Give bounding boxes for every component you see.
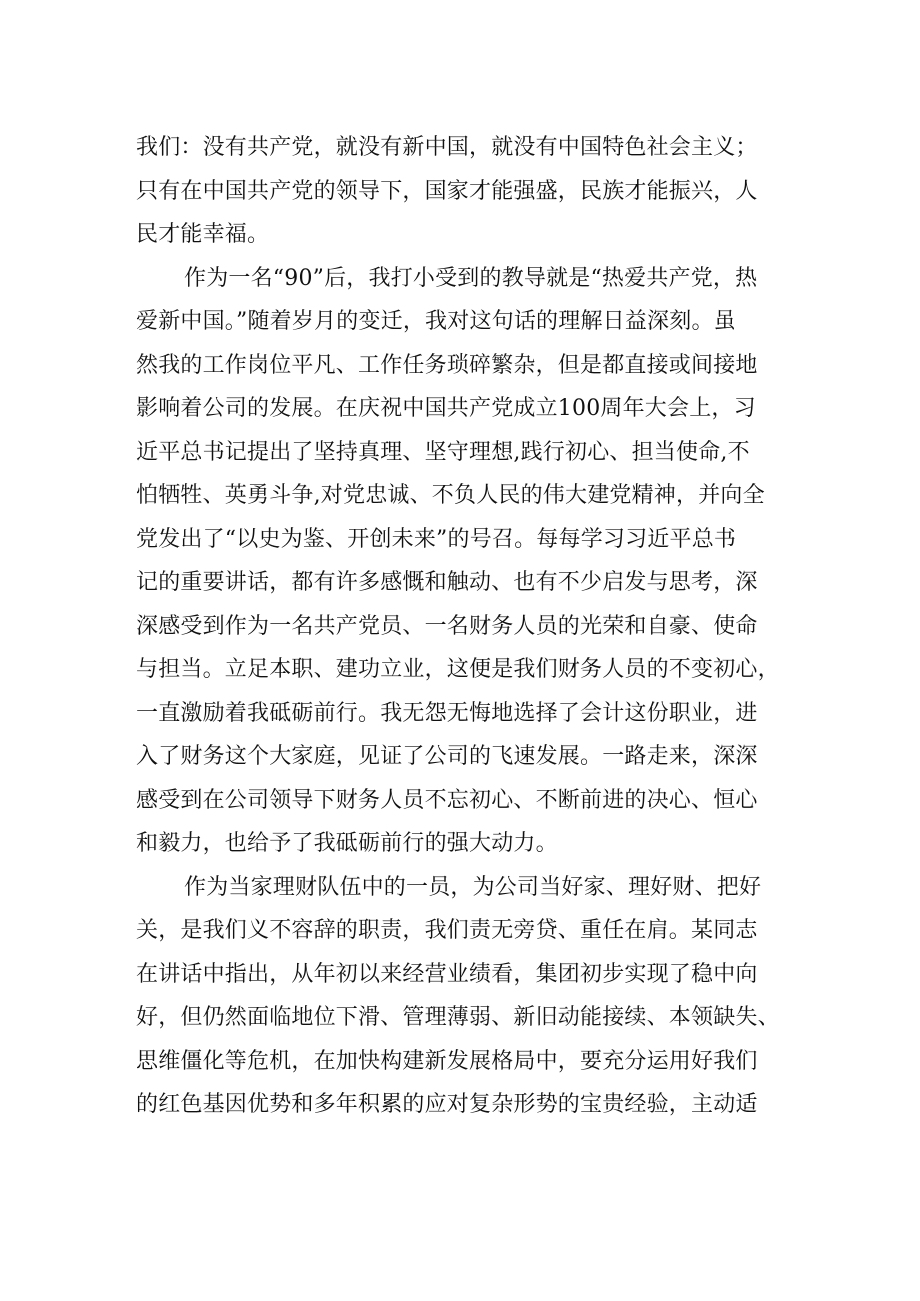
text-line: 在讲话中指出，从年初以来经营业绩看，集团初步实现了稳中向 [136, 961, 758, 987]
text-line: 爱新中国。”随着岁月的变迁，我对这句话的理解日益深刻。虽 [136, 309, 736, 334]
text-line: 关，是我们义不容辞的职责，我们责无旁贷、重任在肩。某同志 [136, 918, 758, 943]
text-line: 思维僵化等危机，在加快构建新发展格局中，要充分运用好我们 [136, 1048, 758, 1074]
text-line: 深感受到作为一名共产党员、一名财务人员的光荣和自豪、使命 [136, 613, 758, 639]
paragraph-first-line: 作为一名“90”后，我打小受到的教导就是“热爱共产党，热 [184, 265, 758, 291]
text-line: 的红色基因优势和多年积累的应对复杂形势的宝贵经验，主动适 [136, 1092, 758, 1117]
text-line: 一直激励着我砥砺前行。我无怨无悔地选择了会计这份职业，进 [136, 700, 758, 726]
text-line: 我们：没有共产党，就没有新中国，就没有中国特色社会主义； [136, 135, 758, 160]
text-line: 只有在中国共产党的领导下，国家才能强盛，民族才能振兴，人 [136, 178, 758, 204]
text-line: 影响着公司的发展。在庆祝中国共产党成立100周年大会上，习 [136, 396, 756, 421]
text-line: 好，但仍然面临地位下滑、管理薄弱、新旧动能接续、本领缺失、 [136, 1005, 780, 1030]
text-line: 近平总书记提出了坚持真理、坚守理想,践行初心、担当使命,不 [136, 439, 750, 465]
text-line: 和毅力，也给予了我砥砺前行的强大动力。 [136, 831, 558, 856]
body-text [136, 126, 796, 1127]
text-line: 党发出了“以史为鉴、开创未来”的号召。每每学习习近平总书 [136, 526, 737, 552]
text-line: 感受到在公司领导下财务人员不忘初心、不断前进的决心、恒心 [136, 787, 758, 813]
text-line: 怕牺牲、英勇斗争,对党忠诚、不负人民的伟大建党精神，并向全 [136, 483, 765, 508]
paragraph-first-line: 作为当家理财队伍中的一员，为公司当好家、理好财、把好 [184, 874, 762, 900]
text-line: 与担当。立足本职、建功立业，这便是我们财务人员的不变初心， [136, 657, 780, 682]
text-line: 民才能幸福。 [136, 222, 270, 247]
text-line: 记的重要讲话，都有许多感慨和触动、也有不少启发与思考，深 [136, 570, 758, 595]
text-line: 入了财务这个大家庭，见证了公司的飞速发展。一路走来，深深 [136, 744, 758, 769]
text-line: 然我的工作岗位平凡、工作任务琐碎繁杂，但是都直接或间接地 [136, 352, 758, 378]
